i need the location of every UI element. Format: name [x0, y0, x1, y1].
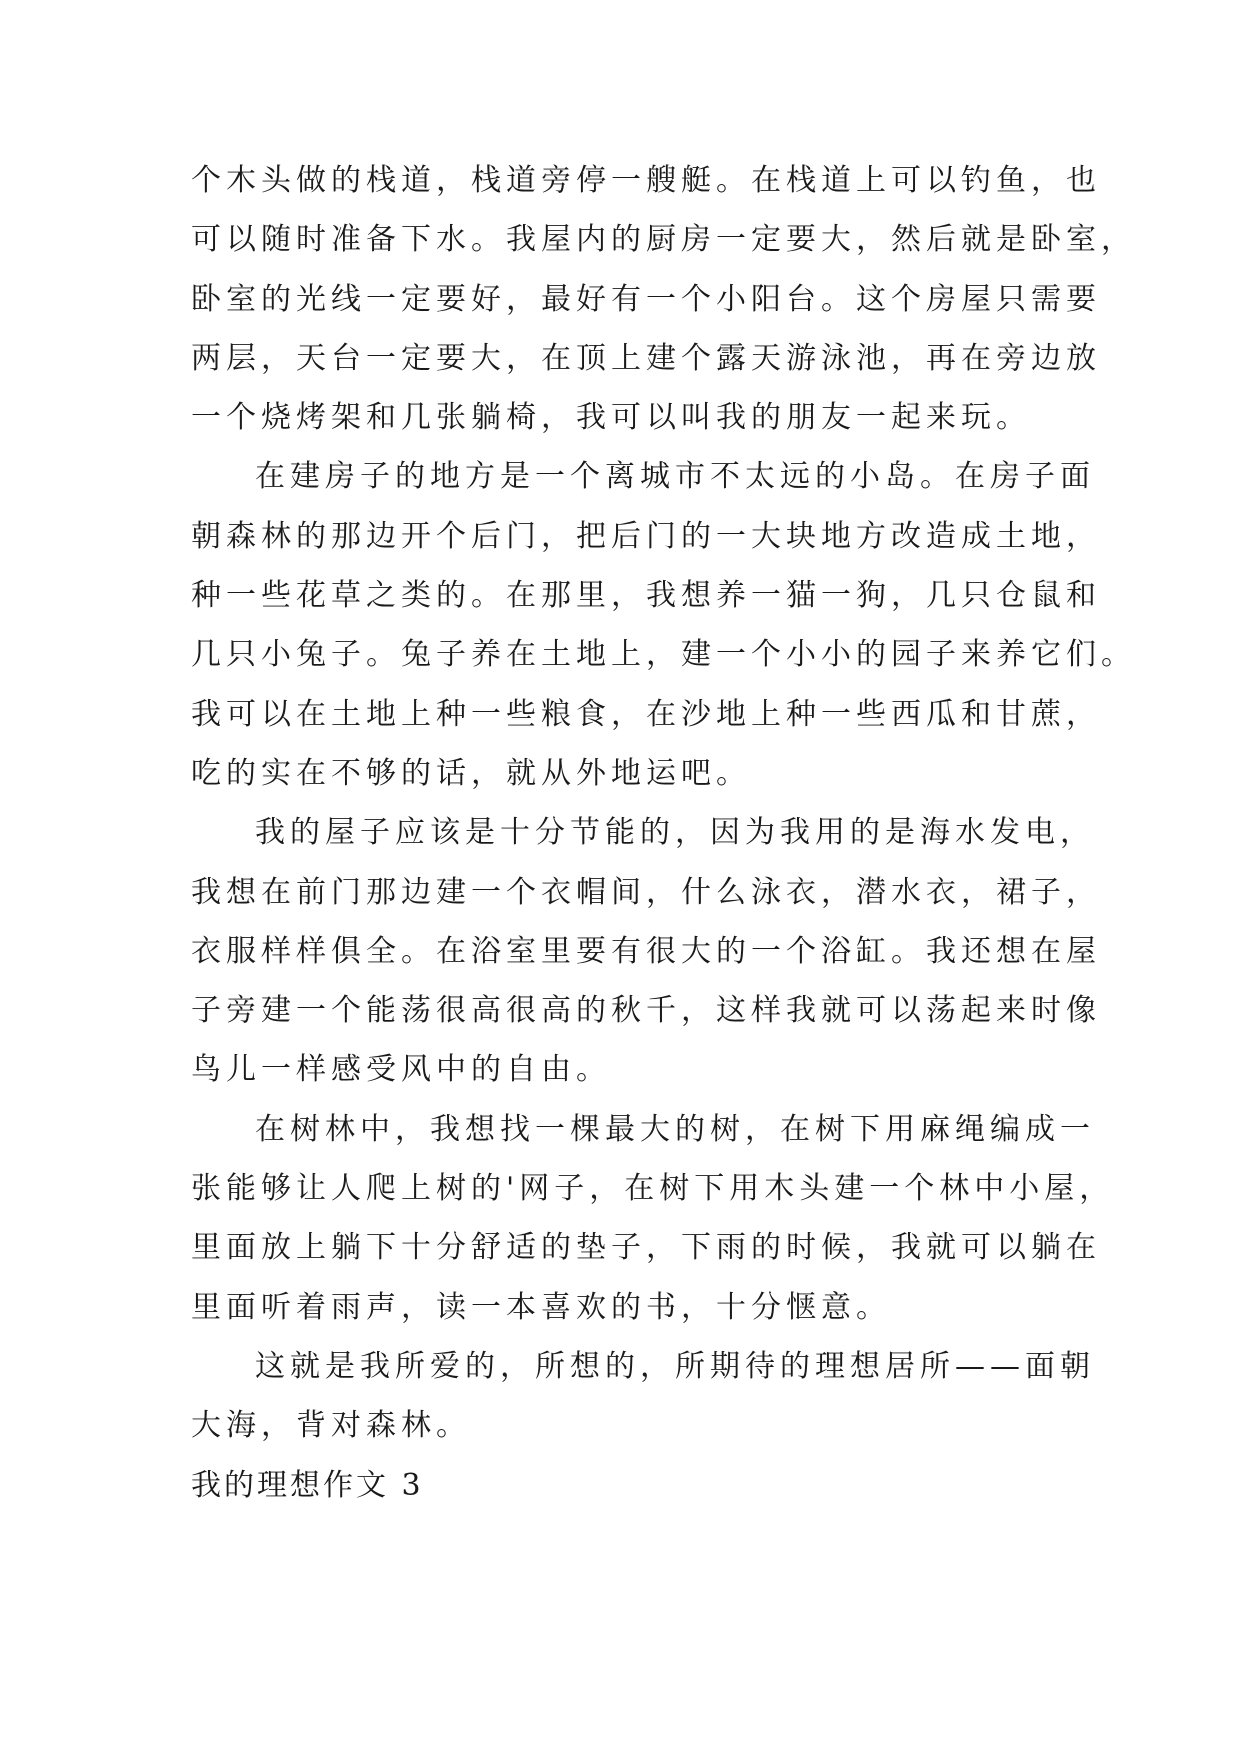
essay-line: 卧室的光线一定要好，最好有一个小阳台。这个房屋只需要 — [191, 281, 1101, 317]
paragraph-start-line: 我的屋子应该是十分节能的，因为我用的是海水发电， — [255, 815, 1095, 851]
essay-line: 个木头做的栈道，栈道旁停一艘艇。在栈道上可以钓鱼，也 — [191, 163, 1101, 198]
essay-line: 种一些花草之类的。在那里，我想养一猫一狗，几只仓鼠和 — [191, 578, 1101, 614]
section-heading: 我的理想作文 3 — [191, 1468, 424, 1503]
essay-line: 一个烧烤架和几张躺椅，我可以叫我的朋友一起来玩。 — [191, 400, 1031, 436]
essay-line: 子旁建一个能荡很高很高的秋千，这样我就可以荡起来时像 — [191, 993, 1101, 1029]
essay-line: 衣服样样俱全。在浴室里要有很大的一个浴缸。我还想在屋 — [191, 933, 1101, 969]
essay-line: 我可以在土地上种一些粮食，在沙地上种一些西瓜和甘蔗， — [191, 696, 1101, 732]
paragraph-start-line: 在树林中，我想找一棵最大的树，在树下用麻绳编成一 — [255, 1111, 1095, 1147]
essay-line: 可以随时准备下水。我屋内的厨房一定要大，然后就是卧室， — [191, 222, 1136, 258]
essay-line: 吃的实在不够的话，就从外地运吧。 — [191, 755, 751, 791]
essay-line: 朝森林的那边开个后门，把后门的一大块地方改造成土地， — [191, 518, 1101, 554]
essay-line: 两层，天台一定要大，在顶上建个露天游泳池，再在旁边放 — [191, 340, 1101, 376]
essay-line: 大海，背对森林。 — [191, 1408, 471, 1444]
paragraph-start-line: 在建房子的地方是一个离城市不太远的小岛。在房子面 — [255, 459, 1095, 495]
essay-line: 里面听着雨声，读一本喜欢的书，十分惬意。 — [191, 1289, 891, 1325]
essay-line: 里面放上躺下十分舒适的垫子，下雨的时候，我就可以躺在 — [191, 1230, 1101, 1266]
essay-line: 几只小兔子。兔子养在土地上，建一个小小的园子来养它们。 — [191, 637, 1136, 673]
essay-line: 张能够让人爬上树的'网子，在树下用木头建一个林中小屋， — [191, 1171, 1115, 1207]
paragraph-start-line: 这就是我所爱的，所想的，所期待的理想居所——面朝 — [255, 1348, 1095, 1384]
essay-line: 我想在前门那边建一个衣帽间，什么泳衣，潜水衣，裙子， — [191, 874, 1101, 910]
essay-line: 鸟儿一样感受风中的自由。 — [191, 1052, 611, 1088]
essay-body — [191, 160, 1136, 1465]
